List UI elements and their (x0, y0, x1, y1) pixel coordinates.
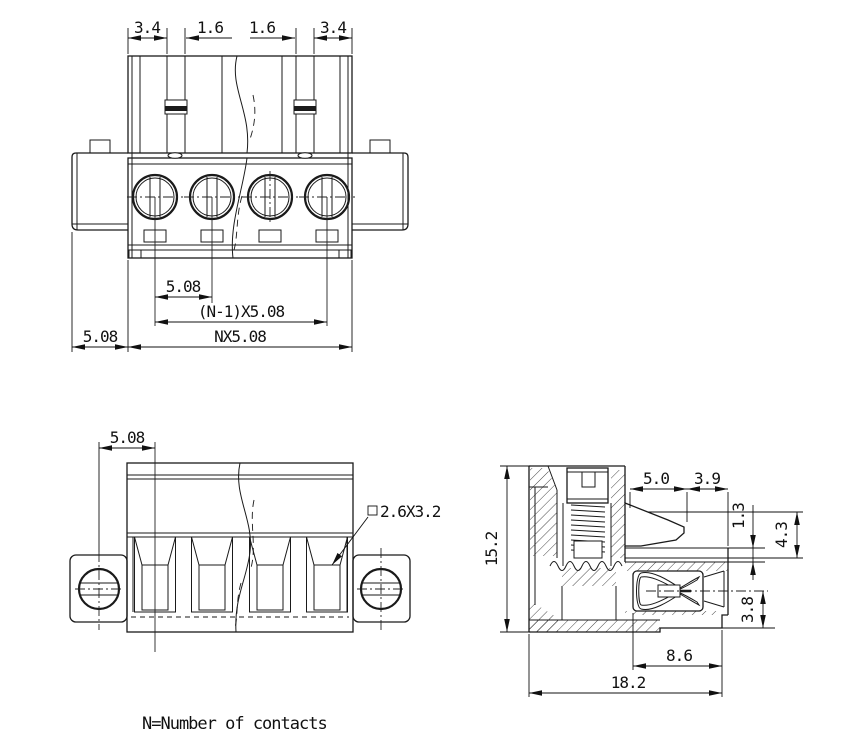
hatch-left-wall (530, 468, 557, 556)
face-break-line (235, 463, 254, 632)
mounting-flange-right (352, 140, 408, 230)
dim-pitch-span: (N-1)X5.08 (197, 302, 285, 321)
plug-face-view (70, 428, 441, 652)
dim-top-a: 5.0 (643, 469, 669, 488)
section-outline (529, 466, 728, 632)
dim-bottom-a: 8.6 (666, 646, 692, 665)
front-view (72, 18, 408, 352)
face-flange-right (353, 548, 410, 630)
hatch-right-wall (611, 470, 625, 558)
dim-clamp-offset-right: 3.4 (320, 18, 346, 37)
dim-clamp-offset-left: 3.4 (134, 18, 160, 37)
dim-slot-width-right: 1.6 (249, 18, 275, 37)
release-lever (625, 503, 684, 546)
square-hole-symbol (368, 506, 377, 515)
dim-height: 15.2 (482, 531, 501, 567)
front-bottom-dimensions (72, 197, 352, 352)
face-dimensions (99, 428, 441, 652)
section-view (482, 466, 803, 697)
hatch-nut-block (562, 568, 616, 586)
break-line (232, 56, 255, 258)
opening-4 (307, 537, 348, 612)
hatch-chamber-top (625, 562, 728, 571)
contact-openings (135, 537, 348, 612)
front-top-dimensions (128, 18, 352, 54)
dim-right-b: 4.3 (772, 522, 791, 548)
clamp-slot-right (294, 56, 316, 153)
dim-top-b: 3.9 (694, 469, 720, 488)
dim-total-width: NX5.08 (214, 327, 266, 346)
dim-bottom-b: 18.2 (610, 673, 646, 692)
dim-pitch: 5.08 (165, 277, 201, 296)
dim-flange-offset: 5.08 (82, 327, 118, 346)
screw-3 (242, 171, 298, 223)
face-flange-left (70, 552, 127, 630)
opening-2 (192, 537, 233, 612)
hood-outline (128, 56, 352, 153)
wire-screws (127, 171, 355, 242)
screw-tip (574, 541, 602, 558)
body-outline (128, 158, 352, 258)
dim-slot-width-left: 1.6 (197, 18, 223, 37)
dim-right-c: 3.8 (738, 597, 757, 623)
opening-3 (250, 537, 291, 612)
hatch-foot (529, 600, 558, 632)
mounting-flange-left (72, 140, 128, 230)
clamp-slot-left (165, 56, 187, 153)
dim-hole-size: 2.6X3.2 (380, 502, 441, 521)
dim-screw-to-pole: 5.08 (109, 428, 145, 447)
footnote-note: N=Number of contacts (142, 714, 327, 734)
section-screw (563, 468, 611, 566)
dim-right-a: 1.3 (729, 503, 748, 529)
